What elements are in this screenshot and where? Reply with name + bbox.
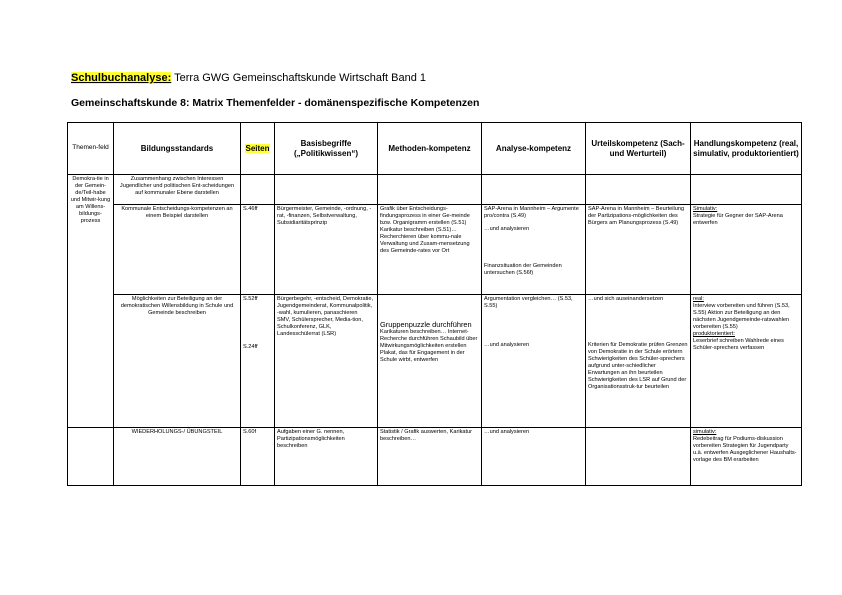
empty-cell	[241, 175, 275, 205]
seiten-text: S.52ff	[243, 296, 258, 302]
table-row	[68, 295, 802, 428]
handlung-label: produktorientiert:	[693, 330, 735, 337]
methoden-cell	[378, 295, 482, 428]
analyse-text: Argumentation vergleichen… (S.53, S.55)	[484, 296, 573, 309]
seiten-cell: S.46ff	[241, 205, 275, 295]
handlung-text: Strategie für Gegner der SAP-Arena entwerfen	[693, 212, 783, 226]
col-themenfeld: Themen-feld	[68, 123, 114, 175]
header-row	[68, 123, 802, 175]
analyse-cell	[482, 295, 586, 428]
handlung-cell	[691, 205, 802, 295]
methoden-text: Gruppenpuzzle durchführen	[380, 320, 472, 329]
col-handlungskompetenz: Handlungskompetenz (real, simulativ, produktorientiert)	[691, 123, 802, 175]
urteil-text: …und sich auseinandersetzen	[588, 296, 664, 302]
standard-cell: Zusammenhang zwischen Interessen Jugendlicher und politischen Ent-scheidungen auf kommunaler Ebene darstellen	[114, 175, 241, 205]
analyse-cell: …und analysieren	[482, 428, 586, 486]
table-row	[68, 175, 802, 205]
analysis-label: Schulbuchanalyse:	[71, 72, 172, 84]
handlung-cell	[691, 428, 802, 486]
standard-cell: Möglichkeiten zur Beteiligung an der demokratischen Willensbildung in Schule und Gemeinde beschreiben	[114, 295, 241, 428]
handlung-text: Redebeitrag für Podiums-diskussion vorbereiten Strategien für Jugendparty u.ä. entwerfen Ausgeglichener Haushalts-vorlage des BM erarbeiten	[693, 435, 797, 463]
methoden-cell: Grafik über Entscheidungs-findungsprozess in einer Ge-meinde bzw. Organigramm erstellen (S.51) Karikatur beschreiben (S.51)… Recherchieren über kommu-nale Verwaltung und Zusam-mensetzung des Gemeinde-rates vor Ort	[378, 205, 482, 295]
empty-cell	[482, 175, 586, 205]
empty-cell	[691, 175, 802, 205]
standard-cell: Kommunale Entscheidungs-kompetenzen an einem Beispiel darstellen	[114, 205, 241, 295]
competence-matrix	[67, 122, 802, 486]
analyse-cell	[482, 205, 586, 295]
methoden-text: Karikaturen beschreiben… Internet-Recherche durchführen Schaubild über Mitwirkungsmöglichkeiten erstellen Plakat, das für Engagement in der Schule wirbt, entwerfen	[380, 329, 478, 364]
analyse-text: Finanzsituation der Gemeinden untersuchen (S.56f)	[484, 262, 562, 276]
empty-cell	[586, 428, 691, 486]
basis-cell: Aufgaben einer G. nennen, Partizipationsmöglichkeiten beschreiben	[275, 428, 378, 486]
seiten-cell: S.60f	[241, 428, 275, 486]
book-title: Terra GWG Gemeinschaftskunde Wirtschaft Band 1	[171, 72, 426, 84]
handlung-cell	[691, 295, 802, 428]
document-title	[71, 72, 426, 84]
basis-text: SMV, Schülersprecher, Media-tion, Schulkonferenz, GLK, Landesschülerrat (LSR)	[277, 316, 363, 337]
analyse-text: SAP-Arena in Mannheim – Argumente pro/contra (S.49)	[484, 206, 579, 219]
col-seiten	[241, 123, 275, 175]
urteil-cell	[586, 295, 691, 428]
standard-cell: WIEDERHOLUNGS-/ ÜBUNGSTEIL	[114, 428, 241, 486]
handlung-text: Interview vorbereiten und führen (S.53, S.55) Aktion zur Beteiligung an den nächsten Jugendgemeinde-ratswahlen vorbereiten (S.55)	[693, 302, 790, 330]
table-row	[68, 205, 802, 295]
empty-cell	[275, 175, 378, 205]
document-subtitle: Gemeinschaftskunde 8: Matrix Themenfelder - domänenspezifische Kompetenzen	[71, 97, 480, 109]
empty-cell	[378, 175, 482, 205]
handlung-text: Leserbrief schreiben Wahlrede eines Schüler-sprechers verfassen	[693, 337, 784, 351]
analyse-text: …und analysieren	[484, 341, 530, 348]
basis-cell	[275, 295, 378, 428]
table-row	[68, 428, 802, 486]
basis-text: Bürgerbegehr, -entscheid, Demokratie, Jugendgemeinderat, Kommunalpolitik, -wahl, kumulieren, panaschieren	[277, 296, 374, 316]
seiten-cell	[241, 295, 275, 428]
analyse-text: …und analysieren	[484, 225, 530, 232]
urteil-text: Kriterien für Demokratie prüfen Grenzen von Demokratie in der Schule erörtern Schwierigkeiten des Schüler-sprechers aufgrund unter-schiedlicher Erwartungen an ihn beurteilen Schwierigkeiten des LSR auf Grund der Organisationsstruk-tur beurteilen	[588, 341, 688, 390]
col-urteilskompetenz: Urteilskompetenz (Sach- und Werturteil)	[586, 123, 691, 175]
handlung-label: simulativ:	[693, 429, 717, 435]
handlung-label: Simulativ:	[693, 206, 718, 212]
handlung-label: real:	[693, 296, 704, 302]
basis-cell: Bürgermeister, Gemeinde, -ordnung, -rat, -finanzen, Selbstverwaltung, Subsidiaritätsprinzip	[275, 205, 378, 295]
methoden-cell: Statistik / Grafik auswerten, Karikatur beschreiben…	[378, 428, 482, 486]
seiten-label: Seiten	[245, 143, 270, 153]
col-analysekompetenz: Analyse-kompetenz	[482, 123, 586, 175]
urteil-cell: SAP-Arena in Mannheim – Beurteilung der Partizipations-möglichkeiten des Bürgers am Planungsprozess (S.49)	[586, 205, 691, 295]
seiten-text: S.24ff	[243, 343, 258, 350]
empty-cell	[586, 175, 691, 205]
col-methodenkompetenz: Methoden-kompetenz	[378, 123, 482, 175]
empty-cell	[68, 428, 114, 486]
col-basisbegriffe: Basisbegriffe („Politikwissen“)	[275, 123, 378, 175]
themenfeld-cell: Demokra-tie in der Gemein-de/Teil-habe und Mitwir-kung am Willens-bildungs-prozess	[68, 175, 114, 428]
col-bildungsstandards: Bildungsstandards	[114, 123, 241, 175]
